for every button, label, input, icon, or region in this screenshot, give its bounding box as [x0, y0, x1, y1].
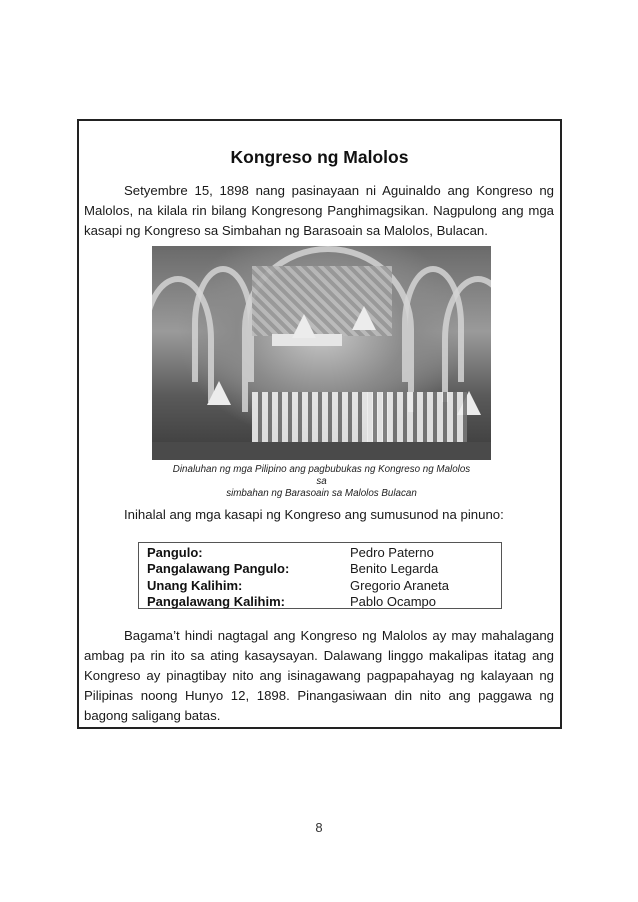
photo-caption — [169, 464, 474, 500]
caption-line-1: Dinaluhan ng mga Pilipino ang pagbubukas ng Kongreso ng Malolos sa — [172, 464, 471, 487]
officer-row — [147, 577, 501, 594]
officer-row — [147, 544, 501, 561]
intro-paragraph: Setyembre 15, 1898 nang pasinayaan ni Aguinaldo ang Kongreso ng Malolos, na kilala rin bilang Kongresong Panghimagsikan. Nagpulong ang mga kasapi ng Kongreso sa Simbahan ng Barasoain sa Malolos, Bulacan. — [84, 183, 554, 238]
officer-name: Benito Legarda — [350, 561, 439, 577]
officer-role: Unang Kalihim: — [147, 577, 243, 593]
congress-photo — [152, 246, 491, 460]
officer-row — [147, 594, 501, 611]
page-number: 8 — [315, 820, 323, 835]
officers-table — [138, 542, 502, 609]
officer-name: Pedro Paterno — [350, 544, 434, 560]
caption-line-2: simbahan ng Barasoain sa Malolos Bulacan — [226, 488, 417, 499]
page-title: Kongreso ng Malolos — [230, 147, 409, 167]
officers-intro: Inihalal ang mga kasapi ng Kongreso ang sumusunod na pinuno: — [124, 507, 504, 522]
officer-role: Pangalawang Kalihim: — [147, 594, 285, 610]
officer-role: Pangulo: — [147, 544, 203, 560]
officer-role: Pangalawang Pangulo: — [147, 561, 290, 577]
officer-row — [147, 561, 501, 578]
conclusion-paragraph: Bagama’t hindi nagtagal ang Kongreso ng Malolos ay may mahalagang ambag pa rin ito sa ating kasaysayan. Dalawang linggo makalipas itatag ang Kongreso ay pinagtibay nito ang isinagawang pagpapahayag ng kalayaan ng Pilipinas noong Hunyo 12, 1898. Pinangasiwaan din nito ang paggawa ng bagong saligang batas. — [84, 628, 554, 723]
content-frame — [77, 119, 562, 729]
officer-name: Gregorio Araneta — [350, 577, 450, 593]
officer-name: Pablo Ocampo — [350, 594, 436, 610]
